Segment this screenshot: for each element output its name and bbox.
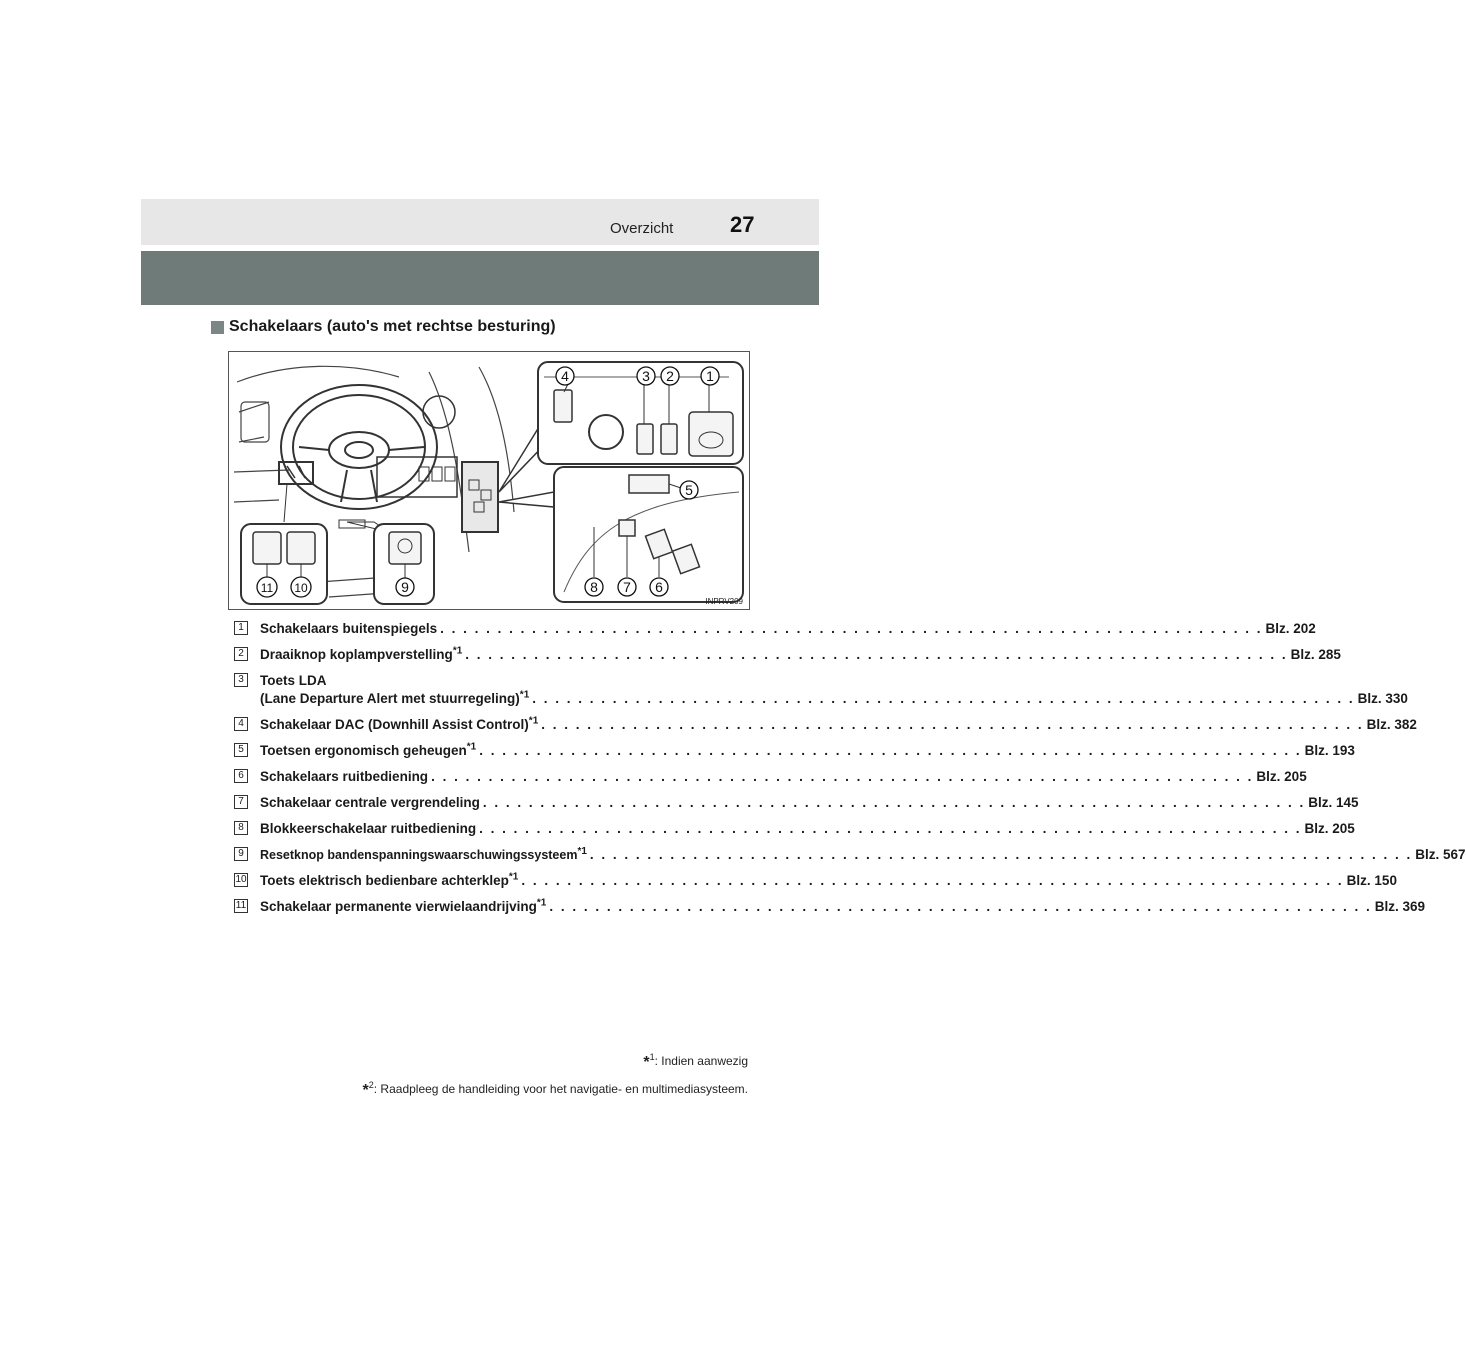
list-item: [234, 794, 1359, 812]
footnote-mark: *1: [528, 715, 539, 727]
svg-text:3: 3: [642, 368, 650, 384]
section-heading: [211, 318, 556, 336]
svg-text:7: 7: [623, 579, 631, 595]
footnote-mark: *1: [577, 845, 587, 857]
page-reference: Blz. 202: [1265, 621, 1316, 636]
dashboard-illustration: [229, 352, 751, 611]
figure-code: INPRV209: [705, 597, 743, 606]
item-label: Schakelaars buitenspiegels: [260, 621, 438, 636]
header-band: [141, 199, 819, 245]
list-item: [234, 768, 1307, 786]
footnotes: [363, 1052, 748, 1108]
item-label: Blokkeerschakelaar ruitbediening: [260, 821, 477, 836]
section-title: Schakelaars (auto's met rechtse besturing): [229, 318, 556, 335]
item-number: 1: [234, 621, 248, 635]
page-reference: Blz. 205: [1256, 769, 1307, 784]
item-number: 4: [234, 717, 248, 731]
item-label: Schakelaar centrale vergrendeling: [260, 795, 480, 810]
page-reference: Blz. 285: [1290, 647, 1341, 662]
page-reference: Blz. 193: [1304, 743, 1355, 758]
list-item: [234, 672, 1408, 708]
list-item: [234, 871, 1397, 890]
item-number: 6: [234, 769, 248, 783]
svg-text:1: 1: [706, 368, 714, 384]
item-number: 8: [234, 821, 248, 835]
list-item: [234, 645, 1341, 664]
list-item: [234, 897, 1425, 916]
item-label: Resetknop bandenspanningswaarschuwingssysteem: [260, 848, 578, 862]
item-label: Draaiknop koplampverstelling: [260, 647, 453, 662]
footnote-mark: *1: [536, 897, 547, 909]
item-number: 5: [234, 743, 248, 757]
svg-text:5: 5: [685, 482, 693, 498]
item-label-continued: (Lane Departure Alert met stuurregeling): [260, 691, 520, 706]
svg-text:9: 9: [401, 579, 409, 595]
item-number: 3: [234, 673, 248, 687]
item-label: Toets elektrisch bedienbare achterklep: [260, 873, 509, 888]
list-item: [234, 741, 1355, 760]
svg-text:6: 6: [655, 579, 663, 595]
item-label: Schakelaar DAC (Downhill Assist Control): [260, 717, 529, 732]
page-reference: Blz. 150: [1346, 873, 1397, 888]
list-item: [234, 845, 1466, 864]
item-number: 11: [235, 900, 247, 911]
item-label: Schakelaars ruitbediening: [260, 769, 429, 784]
page-reference: Blz. 369: [1374, 899, 1425, 914]
heading-square-icon: [211, 321, 224, 334]
page-reference: Blz. 205: [1304, 821, 1355, 836]
item-number: 9: [234, 847, 248, 861]
item-number: 10: [235, 874, 247, 885]
list-item: [234, 620, 1316, 638]
item-label: Toetsen ergonomisch geheugen: [260, 743, 467, 758]
page-reference: Blz. 382: [1366, 717, 1417, 732]
item-number: 7: [234, 795, 248, 809]
page-reference: Blz. 330: [1357, 691, 1408, 706]
item-label: Schakelaar permanente vierwielaandrijving: [260, 899, 537, 914]
footnote-mark: *1: [466, 741, 477, 753]
svg-text:10: 10: [294, 581, 308, 595]
page-reference: Blz. 145: [1308, 795, 1359, 810]
footnote-mark: *1: [452, 645, 463, 657]
list-item: [234, 820, 1355, 838]
footnote-mark: *1: [508, 871, 519, 883]
list-item: [234, 715, 1417, 734]
svg-text:4: 4: [561, 368, 569, 384]
footnote-mark: *1: [519, 689, 530, 701]
item-number: 2: [234, 647, 248, 661]
svg-text:11: 11: [260, 581, 274, 595]
item-label: Toets LDA: [260, 673, 327, 688]
chapter-band: [141, 251, 819, 305]
svg-text:2: 2: [666, 368, 674, 384]
footnote-1: *$^1$: Indien aanwezig: [643, 1052, 748, 1071]
footnote-2: *$^2$: Raadpleeg de handleiding voor het navigatie- en multimediasysteem.: [362, 1080, 748, 1099]
page-reference: Blz. 567: [1415, 847, 1466, 862]
section-name: Overzicht: [610, 220, 674, 237]
switch-location-figure: [228, 351, 750, 610]
page-number: 27: [730, 212, 755, 237]
svg-text:8: 8: [590, 579, 598, 595]
